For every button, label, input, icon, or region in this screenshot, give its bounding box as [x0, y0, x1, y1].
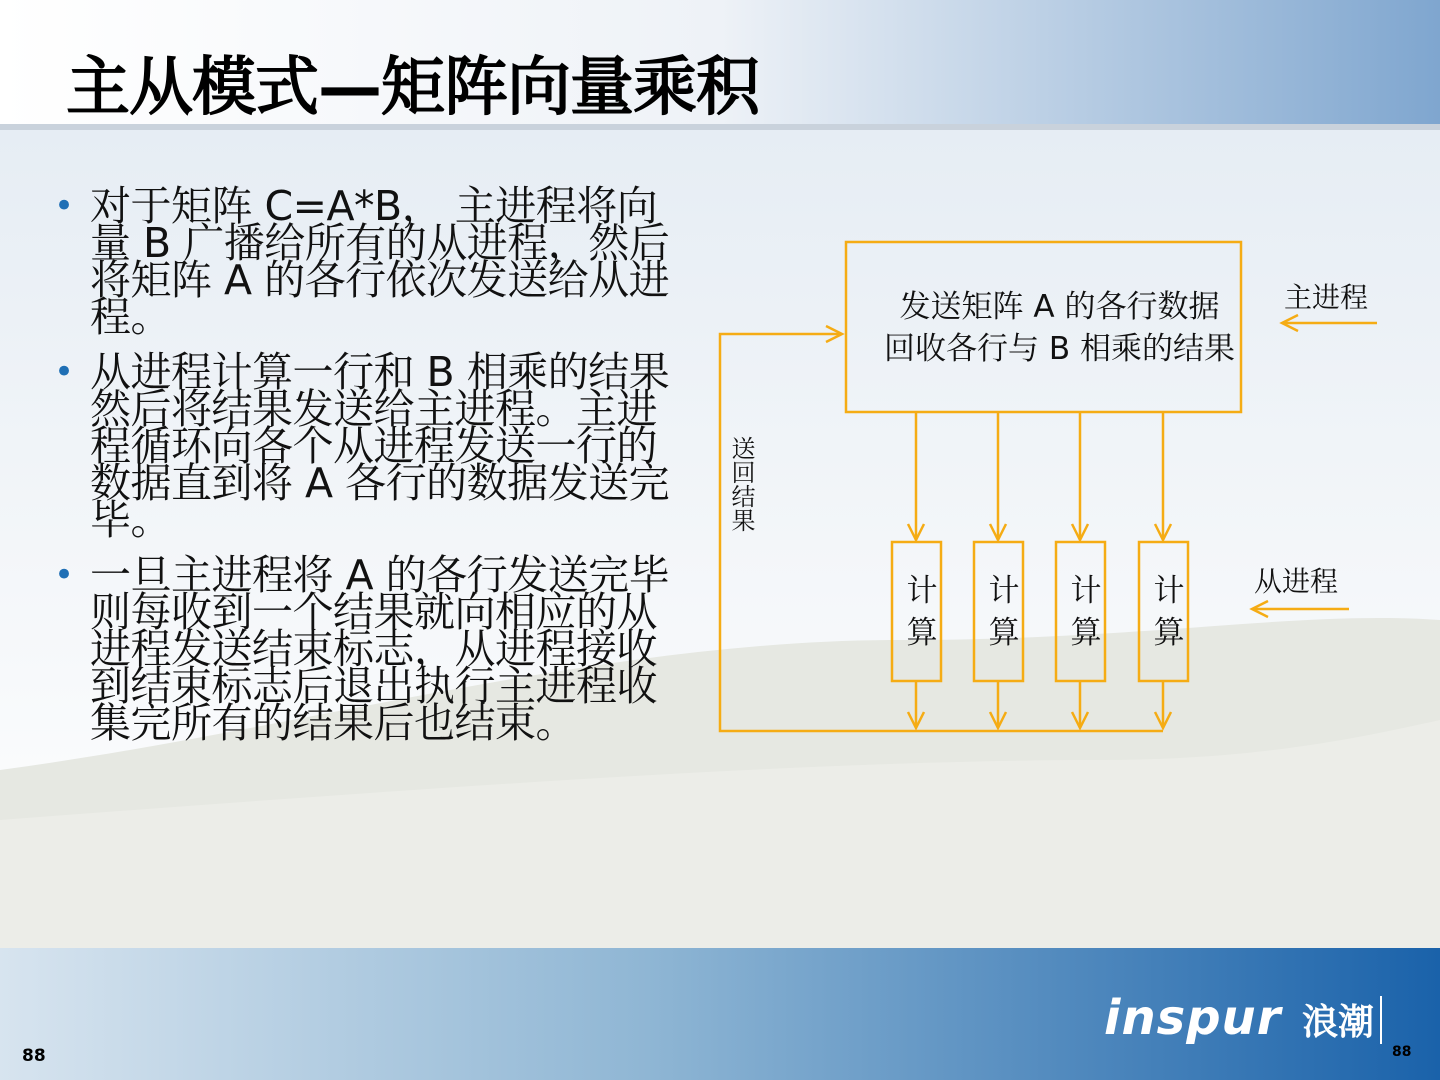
inspur-logo: inspur — [1104, 990, 1282, 1046]
inspur-logo-cn: 浪潮 — [1302, 1002, 1375, 1043]
slide-title: 主从模式—矩阵向量乘积 — [66, 51, 759, 125]
bullet-dot-icon: • — [54, 186, 74, 226]
bullet-text: 对于矩阵 C=A*B， 主进程将向量 B 广播给所有的从进程，然后将矩阵 A 的各行依次发送给从进程。 — [90, 182, 670, 341]
bullet-text: 从进程计算一行和 B 相乘的结果然后将结果发送给主进程。主进程循环向各个从进程发送一行的数据直到将 A 各行的数据发送完毕。 — [90, 348, 670, 544]
compute-label: 计算 — [988, 573, 1020, 651]
bullet-text: 一旦主进程将 A 的各行发送完毕则每收到一个结果就向相应的从进程发送结束标志，从进程接收到结束标志后退出执行主进程收集完所有的结果后也结束。 — [90, 551, 670, 747]
bullet-dot-icon: • — [54, 555, 74, 595]
slave-process-label: 从进程 — [1254, 565, 1339, 598]
master-process-label: 主进程 — [1284, 281, 1369, 314]
master-box-line1: 发送矩阵 A 的各行数据 — [899, 289, 1220, 325]
return-result-label: 送回结果 — [727, 436, 755, 532]
logo-divider — [1380, 996, 1382, 1044]
compute-label: 计算 — [1153, 573, 1185, 651]
page-number-left: 88 — [22, 1046, 46, 1066]
master-box-line2: 回收各行与 B 相乘的结果 — [884, 331, 1235, 367]
bullet-dot-icon: • — [54, 352, 74, 392]
compute-label: 计算 — [906, 573, 938, 651]
page-number-right: 88 — [1392, 1044, 1412, 1060]
compute-label: 计算 — [1070, 573, 1102, 651]
